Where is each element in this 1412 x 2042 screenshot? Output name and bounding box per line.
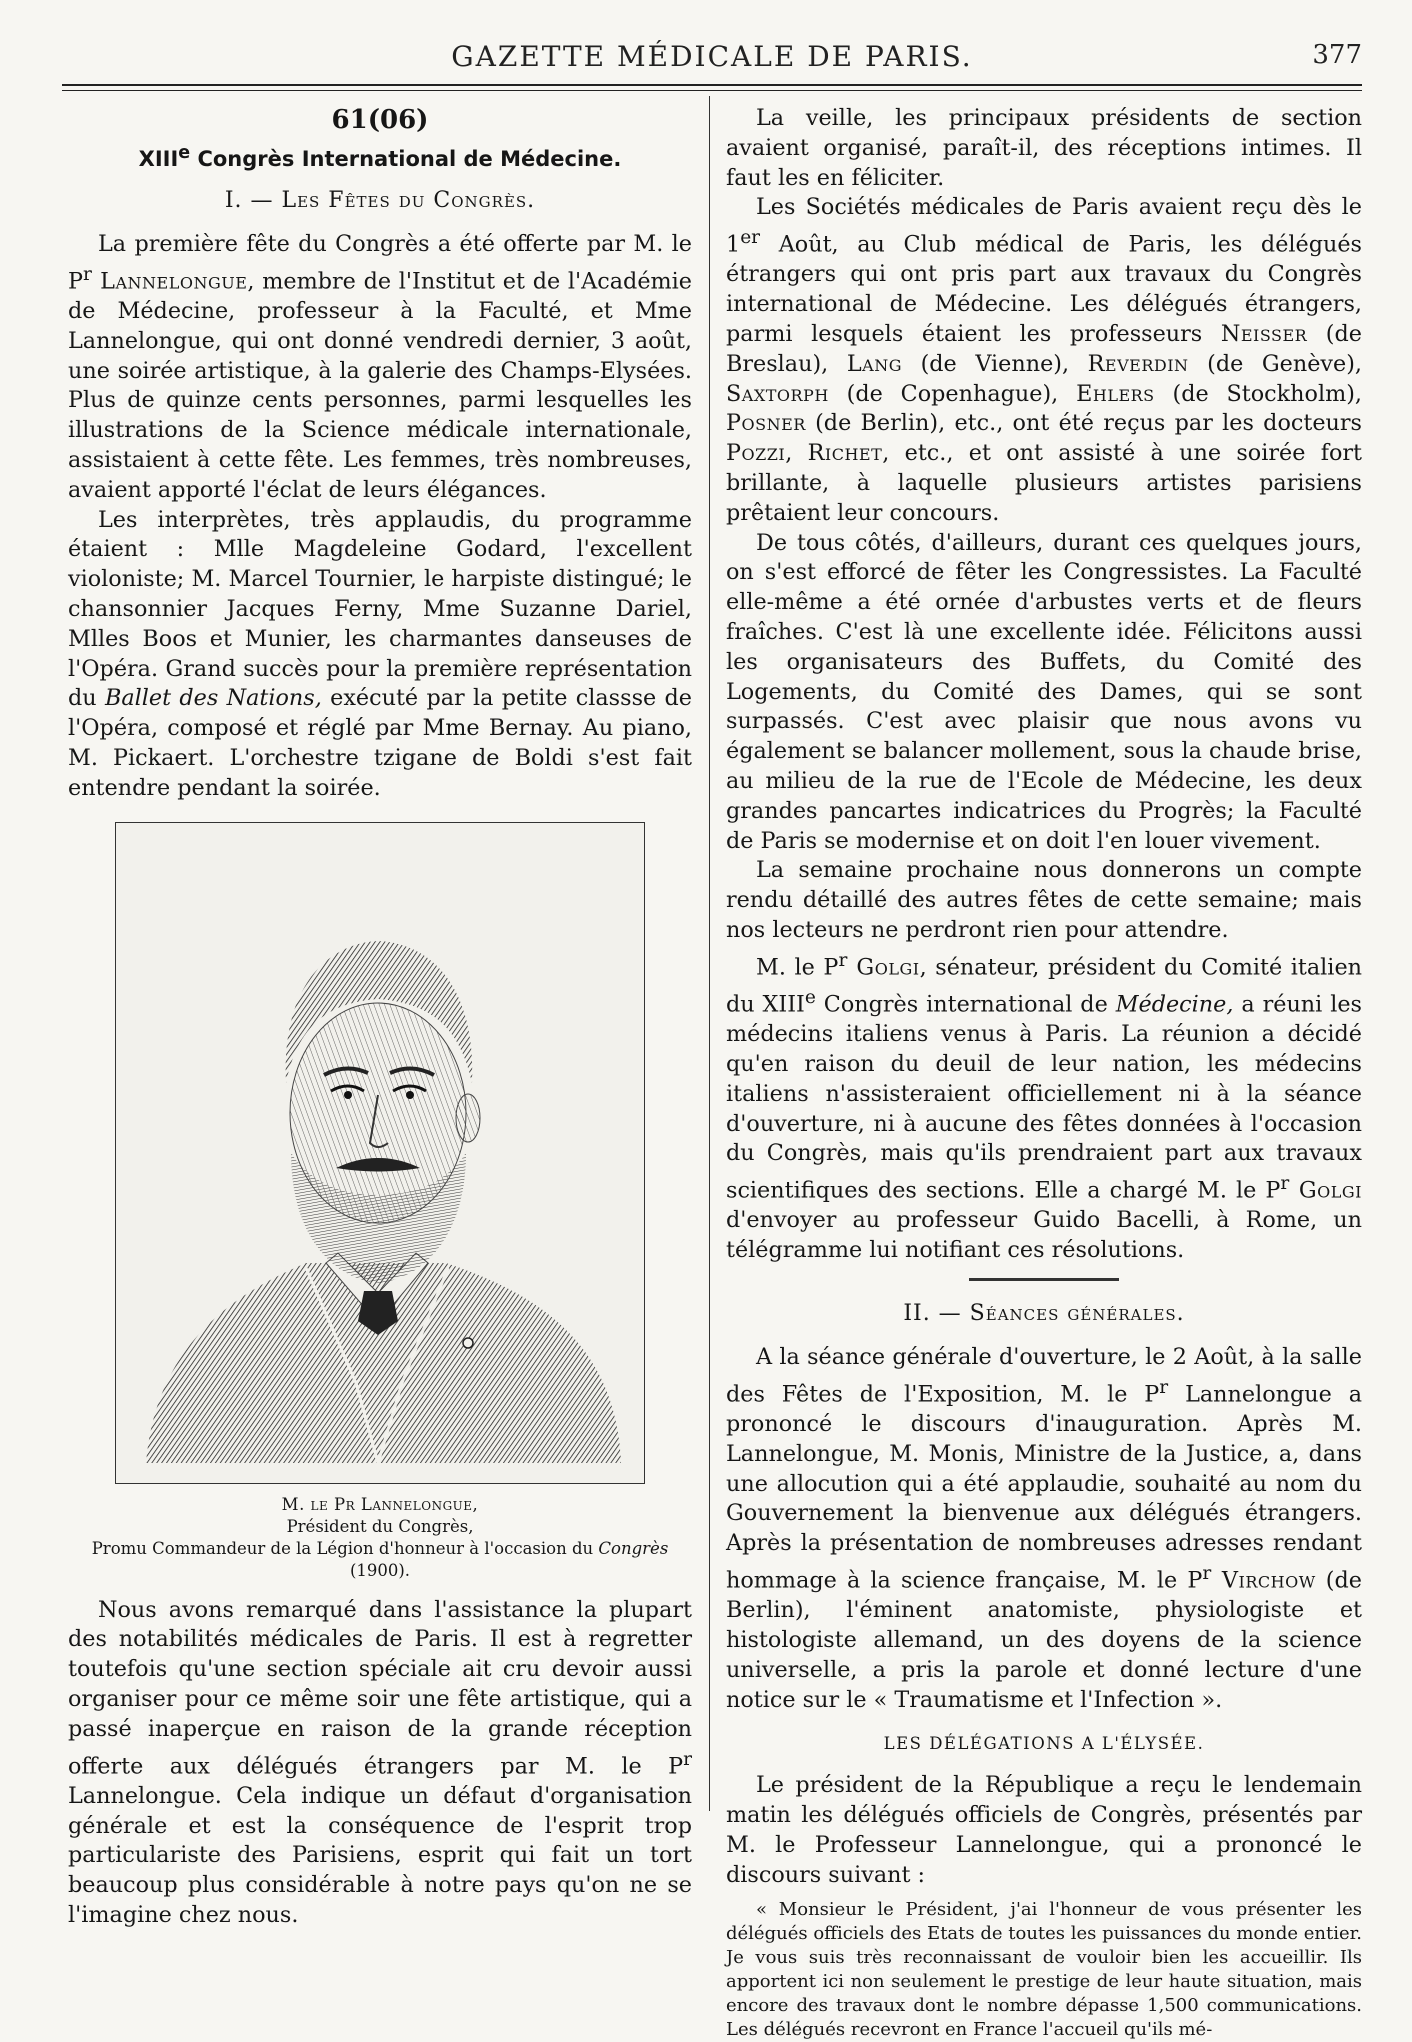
journal-title: GAZETTE MÉDICALE DE PARIS. bbox=[451, 40, 973, 73]
subheading-elysee: LES DÉLÉGATIONS A L'ÉLYSÉE. bbox=[883, 1734, 1205, 1754]
paragraph: La veille, les principaux présidents de section avaient organisé, paraît-il, des réceptions intimes. Il faut les en féliciter. bbox=[726, 105, 1362, 191]
classification-number: 61(06) bbox=[331, 105, 429, 135]
congress-title: XIIIe Congrès International de Médecine. bbox=[138, 143, 622, 171]
paragraph: Les Sociétés médicales de Paris avaient reçu dès le 1er Août, au Club médical de Paris, les délégués étrangers qui ont pris part aux travaux du Congrès international de Médecine. Les délégués étrangers, parmi lesquels étaient les professeurs Neisser (de Breslau), Lang (de Vienne), Reverdin (de Genève), Saxtorph (de Copenhague), Ehlers (de Stockholm), Posner (de Berlin), etc., ont été reçus par les docteurs Pozzi, Richet, etc., et ont assisté à une soirée fort brillante, à laquelle plusieurs artistes parisiens prêtaient leur concours. bbox=[726, 194, 1363, 526]
right-column bbox=[726, 104, 1362, 2042]
page-number: 377 bbox=[1312, 40, 1362, 70]
header-rule-thick bbox=[62, 84, 1362, 86]
quoted-speech: « Monsieur le Président, j'ai l'honneur de vous présenter les délégués officiels des Etats de toutes les puissances du monde entier. Je vous suis très reconnaissant de vouloir bien les accueillir. Ils apportent ici non seulement le prestige de leur haute situation, mais encore des travaux dont le nombre dépasse 1,500 communications. Les délégués recevront en France l'accueil qu'ils mé- bbox=[726, 1899, 1362, 2041]
portrait-engraving-icon bbox=[116, 823, 644, 1483]
portrait-figure bbox=[115, 822, 645, 1484]
paragraph: De tous côtés, d'ailleurs, durant ces quelques jours, on s'est efforcé de fêter les Congressistes. La Faculté elle-même a été ornée d'arbustes verts et de fleurs fraîches. C'est là une excellente idée. Félicitons aussi les organisateurs des Buffets, du Comité des Logements, du Comité des Dames, qui se sont surpassés. C'est avec plaisir que nous avons vu également se balancer mollement, sous la chaude brise, au milieu de la rue de l'Ecole de Médecine, les deux grandes pancartes indicatrices du Progrès; la Faculté de Paris se modernise et on doit l'en louer vivement. bbox=[726, 529, 1362, 854]
running-header bbox=[62, 36, 1362, 76]
column-divider bbox=[709, 96, 710, 1811]
figure-caption: M. le Pr Lannelongue, Président du Congrès, Promu Commandeur de la Légion d'honneur à l'occasion du Congrès (1900). bbox=[91, 1494, 669, 1580]
paragraph: Le président de la République a reçu le lendemain matin les délégués officiels de Congrès, présentés par M. le Professeur Lannelongue, qui a prononcé le discours suivant : bbox=[726, 1772, 1362, 1888]
paragraph: La première fête du Congrès a été offerte par M. le $P^r$ Lannelongue, membre de l'Institut et de l'Académie de Médecine, professeur à la Faculté, et Mme Lannelongue, qui ont donné vendredi dernier, 3 août, une soirée artistique, à la galerie des Champs-Elysées. Plus de quinze cents personnes, parmi lesquelles les illustrations de la Science médicale internationale, assistaient à cette fête. Les femmes, très nombreuses, avaient apporté l'éclat de leurs élégances. bbox=[68, 231, 692, 503]
header-rule-thin bbox=[62, 90, 1362, 91]
section-divider bbox=[969, 1278, 1119, 1281]
left-column bbox=[68, 100, 692, 1931]
section-heading-seances: II. — Séances générales. bbox=[903, 1300, 1185, 1326]
paragraph: A la séance générale d'ouverture, le 2 Août, à la salle des Fêtes de l'Exposition, M. le $P^r$ Lannelongue a prononcé le discours d'inauguration. Après M. Lannelongue, M. Monis, Ministre de la Justice, a, dans une allocution qui a été applaudie, souhaité au nom du Gouvernement la bienvenue aux délégués étrangers. Après la présentation de nombreuses adresses rendant hommage à la science française, M. le $P^r$ Virchow (de Berlin), l'éminent anatomiste, physiologiste et histologiste allemand, un des doyens de la science universelle, a pris la parole et donné lecture d'une notice sur le « Traumatisme et l'Infection ». bbox=[726, 1343, 1362, 1713]
paragraph: M. le $P^r$ Golgi, sénateur, président du Comité italien du XIIIe Congrès international de Médecine, a réuni les médecins italiens venus à Paris. La réunion a décidé qu'en raison du deuil de leur nation, les médecins italiens n'assisteraient officiellement ni à la séance d'ouverture, ni à aucune des fêtes données à l'occasion du Congrès, mais qu'ils prendraient part aux travaux scientifiques des sections. Elle a chargé M. le $P^r$ Golgi d'envoyer au professeur Guido Bacelli, à Rome, un télégramme lui notifiant ces résolutions. bbox=[726, 949, 1362, 1264]
paragraph: Nous avons remarqué dans l'assistance la plupart des notabilités médicales de Paris. Il est à regretter toutefois qu'une section spéciale ait cru devoir aussi organiser pour ce même soir une fête artistique, qui a passé inaperçue en raison de la grande réception offerte aux délégués étrangers par M. le $P^r$ Lannelongue. Cela indique un défaut d'organisation générale et est la conséquence de l'esprit trop particulariste des Parisiens, esprit qui fait un tort beaucoup plus considérable à notre pays qu'on ne se l'imagine chez nous. bbox=[68, 1596, 692, 1928]
section-heading-fetes: I. — Les Fêtes du Congrès. bbox=[224, 188, 536, 213]
paragraph: Les interprètes, très applaudis, du programme étaient : Mlle Magdeleine Godard, l'excellent violoniste; M. Marcel Tournier, le harpiste distingué; le chansonnier Jacques Ferny, Mme Suzanne Dariel, Mlles Boos et Munier, les charmantes danseuses de l'Opéra. Grand succès pour la première représentation du Ballet des Nations, exécuté par la petite classse de l'Opéra, composé et réglé par Mme Bernay. Au piano, M. Pickaert. L'orchestre tzigane de Boldi s'est fait entendre pendant la soirée. bbox=[68, 506, 692, 801]
paragraph: La semaine prochaine nous donnerons un compte rendu détaillé des autres fêtes de cette semaine; mais nos lecteurs ne perdront rien pour attendre. bbox=[726, 857, 1362, 943]
